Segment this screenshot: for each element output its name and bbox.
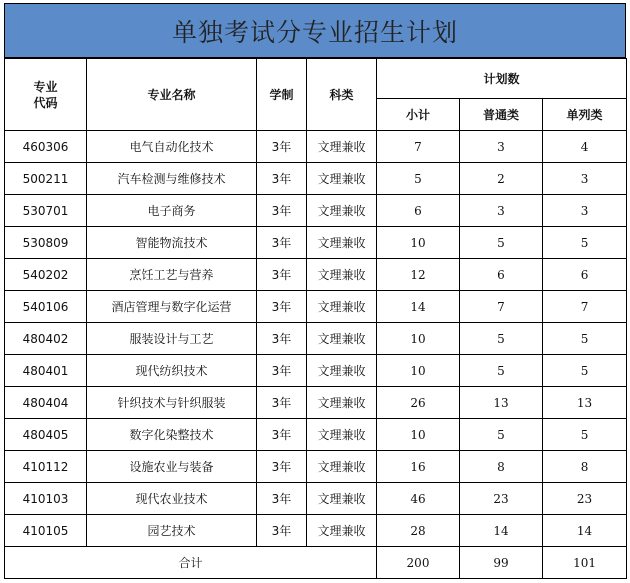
subtotal-cell: 12 xyxy=(377,259,460,291)
code-cell: 540106 xyxy=(5,291,87,323)
table-row xyxy=(5,259,627,291)
header-code-line2: 代码 xyxy=(33,95,58,110)
table-row xyxy=(5,227,627,259)
name-cell: 园艺技术 xyxy=(87,515,257,547)
name-cell: 智能物流技术 xyxy=(87,227,257,259)
subtotal-cell: 7 xyxy=(377,131,460,163)
single-cell: 6 xyxy=(543,259,627,291)
header-code-line1: 专业 xyxy=(33,79,58,94)
name-cell: 现代农业技术 xyxy=(87,483,257,515)
category-cell: 文理兼收 xyxy=(307,291,377,323)
duration-cell: 3年 xyxy=(257,355,307,387)
code-cell: 480402 xyxy=(5,323,87,355)
name-cell: 汽车检测与维修技术 xyxy=(87,163,257,195)
general-cell: 6 xyxy=(460,259,543,291)
single-cell: 8 xyxy=(543,451,627,483)
name-cell: 烹饪工艺与营养 xyxy=(87,259,257,291)
name-cell: 电气自动化技术 xyxy=(87,131,257,163)
general-cell: 5 xyxy=(460,227,543,259)
header-category: 科类 xyxy=(307,59,377,131)
header-name: 专业名称 xyxy=(87,59,257,131)
category-cell: 文理兼收 xyxy=(307,195,377,227)
general-cell: 7 xyxy=(460,291,543,323)
subtotal-cell: 14 xyxy=(377,291,460,323)
general-cell: 5 xyxy=(460,323,543,355)
name-cell: 酒店管理与数字化运营 xyxy=(87,291,257,323)
table-row xyxy=(5,451,627,483)
table-row xyxy=(5,515,627,547)
category-cell: 文理兼收 xyxy=(307,163,377,195)
single-cell: 5 xyxy=(543,227,627,259)
duration-cell: 3年 xyxy=(257,259,307,291)
category-cell: 文理兼收 xyxy=(307,259,377,291)
table-row xyxy=(5,291,627,323)
table-row xyxy=(5,387,627,419)
page-title: 单独考试分专业招生计划 xyxy=(171,17,458,47)
general-cell: 3 xyxy=(460,131,543,163)
general-cell: 8 xyxy=(460,451,543,483)
code-cell: 480405 xyxy=(5,419,87,451)
name-cell: 针织技术与针织服装 xyxy=(87,387,257,419)
category-cell: 文理兼收 xyxy=(307,387,377,419)
subtotal-cell: 5 xyxy=(377,163,460,195)
header-plan: 计划数 xyxy=(377,59,627,99)
subtotal-cell: 10 xyxy=(377,419,460,451)
table-row xyxy=(5,355,627,387)
subtotal-cell: 26 xyxy=(377,387,460,419)
table-row xyxy=(5,195,627,227)
general-cell: 3 xyxy=(460,195,543,227)
duration-cell: 3年 xyxy=(257,291,307,323)
code-cell: 530809 xyxy=(5,227,87,259)
category-cell: 文理兼收 xyxy=(307,419,377,451)
header-general: 普通类 xyxy=(460,99,543,131)
duration-cell: 3年 xyxy=(257,195,307,227)
duration-cell: 3年 xyxy=(257,419,307,451)
single-cell: 14 xyxy=(543,515,627,547)
code-cell: 500211 xyxy=(5,163,87,195)
table-row xyxy=(5,323,627,355)
table-row xyxy=(5,131,627,163)
subtotal-cell: 6 xyxy=(377,195,460,227)
duration-cell: 3年 xyxy=(257,483,307,515)
subtotal-cell: 16 xyxy=(377,451,460,483)
category-cell: 文理兼收 xyxy=(307,483,377,515)
name-cell: 设施农业与装备 xyxy=(87,451,257,483)
code-cell: 410103 xyxy=(5,483,87,515)
category-cell: 文理兼收 xyxy=(307,227,377,259)
single-cell: 4 xyxy=(543,131,627,163)
single-cell: 7 xyxy=(543,291,627,323)
code-cell: 410105 xyxy=(5,515,87,547)
single-cell: 23 xyxy=(543,483,627,515)
subtotal-cell: 10 xyxy=(377,227,460,259)
category-cell: 文理兼收 xyxy=(307,451,377,483)
total-single: 101 xyxy=(543,547,627,579)
name-cell: 服装设计与工艺 xyxy=(87,323,257,355)
code-cell: 530701 xyxy=(5,195,87,227)
total-label: 合计 xyxy=(5,547,377,579)
single-cell: 5 xyxy=(543,355,627,387)
table-row xyxy=(5,419,627,451)
general-cell: 13 xyxy=(460,387,543,419)
code-cell: 410112 xyxy=(5,451,87,483)
name-cell: 现代纺织技术 xyxy=(87,355,257,387)
total-row xyxy=(5,547,627,579)
category-cell: 文理兼收 xyxy=(307,131,377,163)
total-general: 99 xyxy=(460,547,543,579)
table-row xyxy=(5,163,627,195)
code-cell: 480401 xyxy=(5,355,87,387)
header-subtotal: 小计 xyxy=(377,99,460,131)
code-cell: 540202 xyxy=(5,259,87,291)
title-bar xyxy=(4,3,626,58)
duration-cell: 3年 xyxy=(257,515,307,547)
duration-cell: 3年 xyxy=(257,163,307,195)
subtotal-cell: 10 xyxy=(377,323,460,355)
total-subtotal: 200 xyxy=(377,547,460,579)
duration-cell: 3年 xyxy=(257,131,307,163)
duration-cell: 3年 xyxy=(257,451,307,483)
general-cell: 5 xyxy=(460,355,543,387)
name-cell: 数字化染整技术 xyxy=(87,419,257,451)
header-code xyxy=(5,59,87,131)
single-cell: 13 xyxy=(543,387,627,419)
subtotal-cell: 10 xyxy=(377,355,460,387)
duration-cell: 3年 xyxy=(257,387,307,419)
category-cell: 文理兼收 xyxy=(307,323,377,355)
single-cell: 5 xyxy=(543,419,627,451)
single-cell: 3 xyxy=(543,195,627,227)
header-single: 单列类 xyxy=(543,99,627,131)
category-cell: 文理兼收 xyxy=(307,355,377,387)
enrollment-plan-table xyxy=(4,58,627,579)
general-cell: 5 xyxy=(460,419,543,451)
single-cell: 3 xyxy=(543,163,627,195)
duration-cell: 3年 xyxy=(257,227,307,259)
general-cell: 23 xyxy=(460,483,543,515)
table-row xyxy=(5,483,627,515)
table-body xyxy=(5,131,627,547)
name-cell: 电子商务 xyxy=(87,195,257,227)
code-cell: 460306 xyxy=(5,131,87,163)
general-cell: 14 xyxy=(460,515,543,547)
header-duration: 学制 xyxy=(257,59,307,131)
subtotal-cell: 46 xyxy=(377,483,460,515)
code-cell: 480404 xyxy=(5,387,87,419)
single-cell: 5 xyxy=(543,323,627,355)
duration-cell: 3年 xyxy=(257,323,307,355)
general-cell: 2 xyxy=(460,163,543,195)
subtotal-cell: 28 xyxy=(377,515,460,547)
category-cell: 文理兼收 xyxy=(307,515,377,547)
